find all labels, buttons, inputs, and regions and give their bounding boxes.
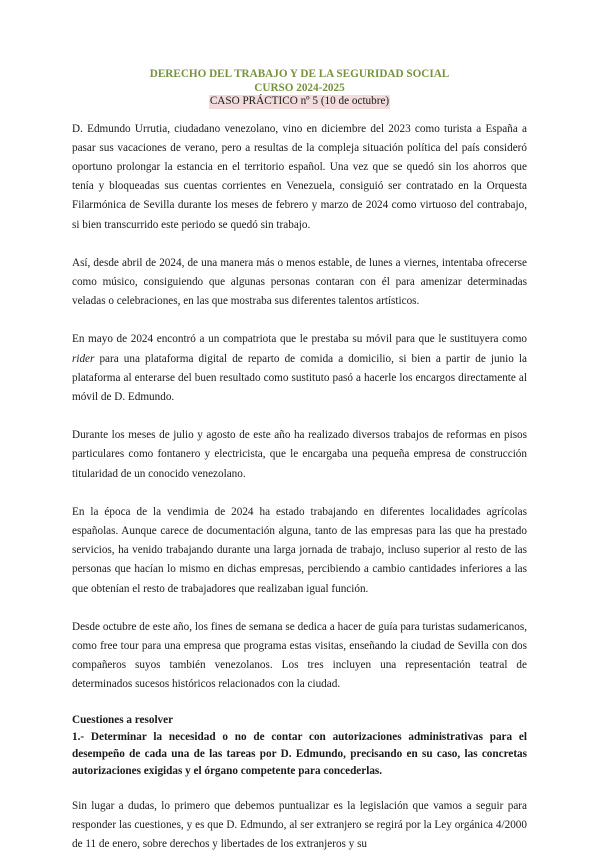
paragraph-4: Durante los meses de julio y agosto de este año ha realizado diversos trabajos de reformas en pisos particulares como fontanero y electricista, que le encargaba una pequeña empresa de construcción titularidad de un conocido venezolano. bbox=[72, 429, 527, 480]
paragraph-2: Así, desde abril de 2024, de una manera más o menos estable, de lunes a viernes, intentaba ofrecerse como músico, consiguiendo que algunas personas contaran con él para amenizar determinadas veladas o celebraciones, en las que mostraba sus diferentes talentos artísticos. bbox=[72, 256, 527, 308]
paragraph-3-end: para una plataforma digital de reparto de comida a domicilio, si bien a partir de junio la plataforma al enterarse del buen resultado como sustituto pasó a hacerle los encargos directamente al móvil de D. Edmundo. bbox=[72, 352, 527, 403]
paragraph-1: D. Edmundo Urrutia, ciudadano venezolano, vino en diciembre del 2023 como turista a España a pasar sus vacaciones de verano, pero a resultas de la compleja situación política del país consideró oportuno prolongar la estancia en el territorio español. Una vez que se quedó sin los ahorros que tenía y bloqueadas sus cuentas corrientes en Venezuela, consiguió ser contratado en la Orquesta Filarmónica de Sevilla durante los meses de febrero y marzo de 2024 como virtuoso del contrabajo, si bien transcurrido este periodo se quedó sin trabajo. bbox=[72, 122, 527, 231]
paragraph-6: Desde octubre de este año, los fines de semana se dedica a hacer de guía para turistas sudamericanos, como free tour para una empresa que programa estas visitas, enseñando la ciudad de Sevilla con dos compañeros suyos también venezolanos. Los tres incluyen una representación teatral de determinados sucesos históricos relacionados con la ciudad. bbox=[72, 620, 527, 691]
paragraph-5: En la época de la vendimia de 2024 ha estado trabajando en diferentes localidades agrícolas españolas. Aunque carece de documentación alguna, tanto de las empresas para las que ha prestado servicios, ha venido trabajando durante una larga jornada de trabajo, incluso superior al resto de las personas que hacían lo mismo en dichas empresas, percibiendo a cambio cantidades inferiores a las que obtenían el resto de trabajadores que realizaban igual función. bbox=[72, 505, 527, 595]
case-label: CASO PRÁCTICO nº 5 (10 de octubre) bbox=[209, 95, 390, 107]
paragraph-3 bbox=[72, 330, 527, 407]
document-title: DERECHO DEL TRABAJO Y DE LA SEGURIDAD SOCIAL bbox=[149, 68, 450, 80]
document-header bbox=[72, 68, 527, 109]
question-1: 1.- Determinar la necesidad o no de contar con autorizaciones administrativas para el desempeño de cada una de las tareas por D. Edmundo, precisando en su caso, las concretas autorizaciones exigidas y el órgano competente para concederlas. bbox=[72, 730, 527, 777]
rider-term: rider bbox=[72, 352, 95, 365]
questions-heading: Cuestiones a resolver bbox=[72, 713, 174, 726]
answer-paragraph: Sin lugar a dudas, lo primero que debemos puntualizar es la legislación que vamos a seguir para responder las cuestiones, y es que D. Edmundo, al ser extranjero se regirá por la Ley orgánica 4/2000 de 11 de enero, sobre derechos y libertades de los extranjeros y su bbox=[72, 799, 527, 850]
course-year: CURSO 2024-2025 bbox=[254, 81, 345, 94]
document-page bbox=[72, 68, 527, 854]
paragraph-3-start: En mayo de 2024 encontró a un compatriota que le prestaba su móvil para que le sustituyera como bbox=[72, 333, 527, 346]
